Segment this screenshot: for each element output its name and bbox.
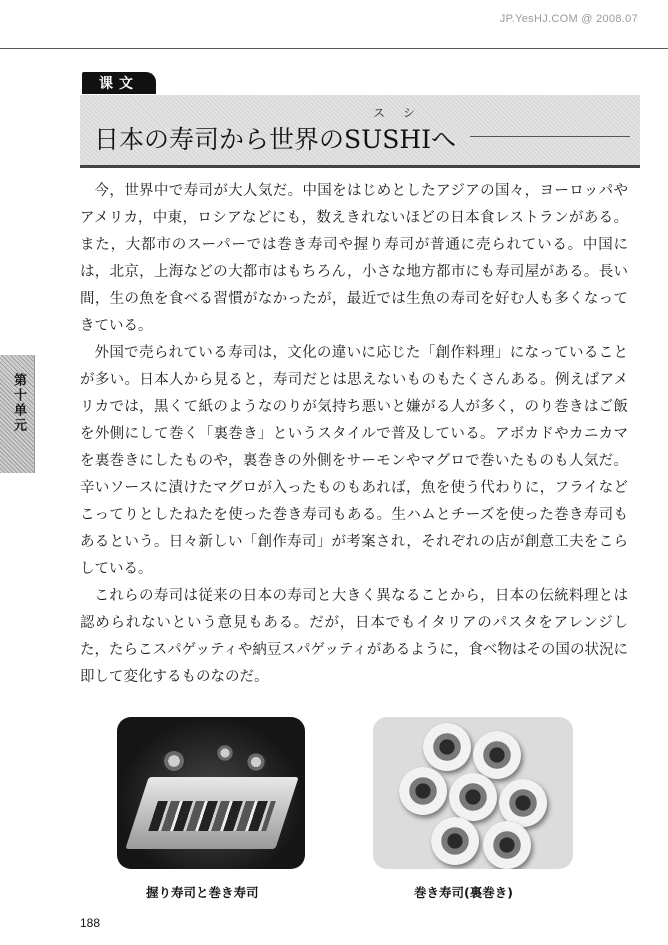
lesson-tag: 课文: [82, 72, 156, 94]
sushi-roll: [483, 821, 531, 869]
sushi-roll: [499, 779, 547, 827]
paragraph-3: これらの寿司は従来の日本の寿司と大きく異なることから，日本の伝統料理とは認められないという意見もある。だが，日本でもイタリアのパスタをアレンジした，たらこスパゲッティや納豆スパゲッティがあるように，食べ物はその国の状況に即して変化するものなのだ。: [80, 588, 628, 685]
paragraph-1: 今，世界中で寿司が大人気だ。中国をはじめとしたアジアの国々，ヨーロッパやアメリカ，中東，ロシアなどにも，数えきれないほどの日本食レストランがある。また，大都市のスーパーでは巻き寿司や握り寿司が普通に売られている。中国には，北京，上海などの大都市はもちろん，小さな地方都市にも寿司屋がある。長い間，生の魚を食べる習慣がなかったが，最近では生魚の寿司を好む人も多くなってきている。: [80, 183, 628, 334]
lesson-text: [80, 178, 628, 691]
page-number: 188: [80, 916, 101, 930]
watermark: JP.YesHJ.COM @ 2008.07: [499, 13, 638, 25]
sushi-roll: [473, 731, 521, 779]
title-ruby: スシ: [373, 106, 434, 120]
figure-caption-left: 握り寿司と巻き寿司: [146, 885, 259, 900]
sushi-roll: [449, 773, 497, 821]
header-rule: [0, 48, 668, 49]
title-underline: [470, 136, 630, 137]
sushi-roll: [399, 767, 447, 815]
sushi-roll: [431, 817, 479, 865]
paragraph-2: 外国で売られている寿司は，文化の違いに応じた「創作料理」になっていることが多い。日本人から見ると，寿司だとは思えないものもたくさんある。例えばアメリカでは，黒くて紙のようなのりが気持ち悪いと嫌がる人が多く，のり巻きはご飯を外側にして巻く「裏巻き」というスタイルで普及している。アボカドやカニカマを裏巻きにしたものや，裏巻きの外側をサーモンやマグロで巻いたものも人気だ。辛いソースに漬けたマグロが入ったものもあれば，魚を使う代わりに，フライなどこってりとしたねたを使った巻き寿司もある。生ハムとチーズを使った巻き寿司もあるという。日々新しい「創作寿司」が考案され，それぞれの店が創意工夫をこらしている。: [80, 345, 628, 577]
page-title: 日本の寿司から世界のSUSHIへ: [94, 125, 457, 154]
title-band: [80, 95, 640, 168]
photo-uramaki: [373, 717, 573, 869]
side-tab-label: 第十单元: [11, 373, 26, 433]
sauce-dish: [245, 753, 267, 771]
side-tab: [0, 355, 35, 473]
sushi-pieces: [148, 801, 276, 831]
figure-caption-right: 巻き寿司(裏巻き): [414, 885, 513, 900]
sauce-dish: [161, 751, 187, 771]
sauce-dish: [215, 745, 235, 761]
sushi-roll: [423, 723, 471, 771]
photo-nigiri-and-maki: [117, 717, 305, 869]
